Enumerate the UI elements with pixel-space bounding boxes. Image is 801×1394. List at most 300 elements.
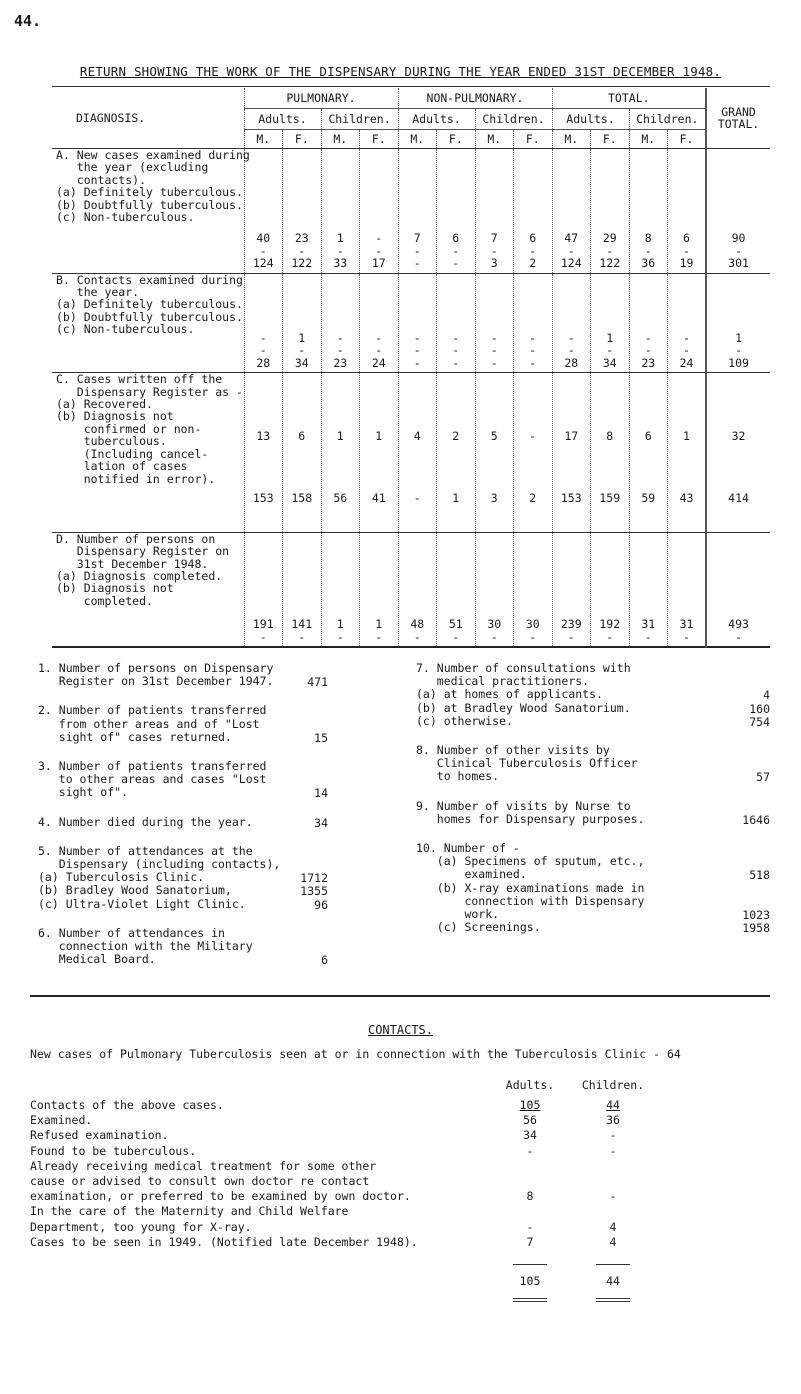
value-cell (629, 532, 668, 647)
value: - (735, 343, 743, 358)
section-label-line: D. Number of persons on (56, 531, 216, 546)
value: 1 (683, 428, 690, 443)
value: - (529, 629, 537, 644)
section-label-line: (c) Non-tuberculous. (56, 209, 195, 224)
dispensary-return-table (52, 88, 770, 648)
value: - (259, 243, 267, 258)
value: - (259, 331, 267, 346)
value-cell (360, 373, 399, 533)
stat-line: work. (416, 907, 500, 921)
section-label-line: (a) Definitely tuberculous. (56, 297, 243, 312)
value: - (336, 331, 344, 346)
section-label-line: Dispensary Register on (56, 544, 230, 559)
value-cell (552, 532, 591, 647)
value: 28 (256, 355, 271, 370)
section-label (52, 532, 244, 647)
value: - (490, 629, 498, 644)
value: 34 (294, 355, 309, 370)
value: 159 (599, 490, 621, 505)
sex-header: M. (244, 130, 283, 149)
value: 30 (487, 617, 502, 632)
stat-line: 2. Number of patients transferred (38, 703, 267, 718)
value: 7 (490, 231, 498, 246)
stat-line: (b) at Bradley Wood Sanatorium. (416, 700, 631, 715)
section-row (52, 373, 770, 533)
value-cell (398, 148, 437, 273)
section-divider (30, 995, 770, 997)
section-label-line: 31st December 1948. (56, 556, 209, 571)
stat-line: (c) Screenings. (416, 920, 541, 935)
section-label-line: Dispensary Register as - (56, 384, 243, 399)
contacts-children-value: 4 (609, 1219, 617, 1234)
value: 153 (252, 490, 274, 505)
value: 19 (679, 256, 694, 271)
value-cell (668, 273, 707, 373)
value: 17 (371, 256, 386, 271)
stat-value: 518 (749, 868, 770, 883)
value-cell (591, 532, 630, 647)
value: 141 (291, 617, 313, 632)
value: - (452, 256, 460, 271)
value: - (298, 629, 306, 644)
value: - (413, 243, 421, 258)
value: 6 (529, 231, 537, 246)
contacts-row-label: Already receiving medical treatment for some other (30, 1158, 377, 1173)
value: - (490, 343, 498, 358)
sex-header: F. (514, 130, 553, 149)
value-cell (244, 373, 283, 533)
stat-line: sight of" cases returned. (38, 729, 232, 744)
value: - (375, 331, 383, 346)
sex-header: F. (283, 130, 322, 149)
value-cell (668, 373, 707, 533)
stat-value: 1958 (742, 921, 770, 936)
value-cell (629, 273, 668, 373)
value-cell (629, 373, 668, 533)
stat-line: (c) otherwise. (416, 713, 513, 728)
value: - (413, 355, 421, 370)
value: 4 (413, 428, 421, 443)
section-row (52, 148, 770, 273)
stat-line: 1. Number of persons on Dispensary (38, 661, 274, 675)
value: - (606, 243, 614, 258)
value: 6 (683, 231, 690, 246)
value-cell (475, 373, 514, 533)
value: - (375, 243, 383, 258)
sex-header: M. (552, 130, 591, 149)
group-header: TOTAL. (552, 88, 706, 109)
value: - (375, 231, 383, 246)
stat-line: examined. (416, 867, 527, 882)
value: 301 (728, 256, 749, 271)
section-label-line: confirmed or non- (56, 421, 202, 436)
sex-header: M. (629, 130, 668, 149)
double-sum-rule (596, 1298, 630, 1299)
value: - (375, 343, 383, 358)
contacts-row-label: Refused examination. (30, 1128, 169, 1143)
contacts-row-label: In the care of the Maternity and Child Welfare (30, 1204, 349, 1219)
value-cell (668, 148, 707, 273)
value: - (567, 331, 575, 346)
value-cell (321, 273, 360, 373)
value: 31 (679, 617, 694, 632)
value: - (567, 243, 575, 258)
value: 31 (641, 617, 656, 632)
grand-total-header: GRAND TOTAL. (706, 88, 770, 148)
value: - (413, 629, 421, 644)
stat-value: 96 (314, 897, 328, 912)
stat-value: 1646 (742, 812, 770, 827)
stat-line: (c) Ultra-Violet Light Clinic. (38, 896, 246, 911)
section-label (52, 373, 244, 533)
value-cell (437, 532, 476, 647)
value: 153 (560, 490, 582, 505)
grand-total-cell (706, 373, 770, 533)
value: 2 (529, 490, 537, 505)
value: 51 (448, 617, 463, 632)
value: 191 (252, 617, 274, 632)
section-label-line: tuberculous. (56, 434, 167, 449)
sex-header: M. (321, 130, 360, 149)
value-cell (668, 532, 707, 647)
value-cell (283, 373, 322, 533)
stat-line: (b) X-ray examinations made in (416, 880, 645, 895)
stat-line: from other areas and of "Lost (38, 716, 260, 731)
page-number: 44. (14, 12, 42, 30)
value: 122 (291, 256, 313, 271)
contacts-adults-value: - (526, 1219, 534, 1234)
value-cell (514, 532, 553, 647)
subgroup-header: Children. (475, 109, 552, 130)
section-label-line: lation of cases (56, 459, 188, 474)
sex-header: M. (475, 130, 514, 149)
contacts-row-label: Cases to be seen in 1949. (Notified late December 1948). (30, 1234, 418, 1249)
contacts-children-header: Children. (581, 1078, 645, 1092)
section-label-line: (a) Diagnosis completed. (56, 569, 223, 584)
value: - (529, 428, 537, 443)
section-row (52, 532, 770, 647)
value: 239 (560, 617, 582, 632)
value-cell (629, 148, 668, 273)
subgroup-header: Children. (321, 109, 398, 130)
contacts-row-label: Department, too young for X-ray. (30, 1219, 252, 1234)
stat-value: 471 (307, 675, 328, 690)
value-cell (244, 532, 283, 647)
stat-line: 9. Number of visits by Nurse to (416, 798, 631, 813)
section-label-line: (Including cancel- (56, 446, 209, 461)
value: - (644, 243, 652, 258)
stat-value: 754 (749, 714, 770, 729)
value: - (735, 243, 743, 258)
value: 122 (599, 256, 621, 271)
section-label-line: B. Contacts examined during (56, 272, 243, 287)
value: 32 (731, 428, 746, 443)
value-cell (360, 273, 399, 373)
group-header: NON-PULMONARY. (398, 88, 552, 109)
value: 1 (298, 331, 306, 346)
subgroup-header: Adults. (244, 109, 321, 130)
value: - (452, 331, 460, 346)
value-cell (283, 273, 322, 373)
stat-value: 4 (763, 688, 770, 703)
value: 30 (525, 617, 540, 632)
section-label-line: A. New cases examined during (56, 147, 250, 162)
value: 23 (294, 231, 309, 246)
double-sum-rule (513, 1301, 547, 1302)
sex-header: F. (437, 130, 476, 149)
section-label (52, 147, 250, 273)
stat-line: to other areas and cases "Lost (38, 772, 267, 787)
value-cell (591, 148, 630, 273)
value: 1 (606, 331, 614, 346)
value: 2 (452, 428, 460, 443)
value-cell (514, 148, 553, 273)
value: - (452, 355, 460, 370)
value-cell (244, 273, 283, 373)
stat-value: 14 (314, 786, 328, 801)
contacts-children-value: - (609, 1143, 617, 1158)
stat-value: 6 (321, 953, 328, 968)
value: 6 (452, 231, 460, 246)
stat-line: Dispensary (including contacts), (38, 857, 281, 871)
value: - (452, 243, 460, 258)
value-cell (398, 373, 437, 533)
stat-line: Clinical Tuberculosis Officer (416, 756, 638, 771)
value: 28 (564, 355, 579, 370)
header-row-groups (52, 88, 770, 109)
value: 414 (728, 490, 749, 505)
section-label-line: (a) Recovered. (56, 397, 153, 412)
contacts-children-value: 36 (606, 1113, 620, 1128)
value: 43 (679, 490, 694, 505)
section-label-line: the year. (56, 284, 140, 299)
value: 493 (728, 617, 749, 632)
contacts-title: CONTACTS. (367, 1023, 434, 1037)
stat-line: 4. Number died during the year. (38, 814, 253, 829)
section-label-line: (b) Diagnosis not (56, 581, 174, 596)
value: 6 (644, 428, 652, 443)
double-sum-rule (513, 1298, 547, 1299)
value: 41 (371, 490, 386, 505)
value: - (529, 355, 537, 370)
grand-total-cell (706, 148, 770, 273)
stat-value: 160 (749, 701, 770, 716)
value: 1 (375, 428, 383, 443)
contacts-intro: New cases of Pulmonary Tuberculosis seen at or in connection with the Tuberculosis Clinic - 64 (30, 1047, 681, 1061)
value: - (529, 343, 537, 358)
value-cell (475, 273, 514, 373)
contacts-total: 105 (519, 1274, 541, 1288)
value: - (606, 343, 614, 358)
value: - (259, 629, 267, 644)
value: 8 (644, 231, 652, 246)
sex-header: M. (398, 130, 437, 149)
stat-line: Register on 31st December 1947. (38, 674, 274, 689)
value: - (259, 343, 267, 358)
value: - (490, 355, 498, 370)
grand-total-cell (706, 532, 770, 647)
stat-value: 57 (756, 770, 770, 785)
value: - (490, 243, 498, 258)
value: 192 (599, 617, 621, 632)
stat-line: to homes. (416, 769, 500, 784)
contacts-row-label: Contacts of the above cases. (30, 1098, 224, 1112)
group-header: PULMONARY. (244, 88, 398, 109)
value-cell (244, 148, 283, 273)
sex-header: F. (591, 130, 630, 149)
value-cell (321, 148, 360, 273)
stat-line: (a) at homes of applicants. (416, 687, 603, 702)
stat-line: 7. Number of consultations with (416, 661, 631, 675)
value: 36 (641, 256, 656, 271)
stat-line: (a) Tuberculosis Clinic. (38, 870, 205, 885)
stat-line: connection with the Military (38, 939, 253, 953)
value-cell (514, 273, 553, 373)
sum-rule (513, 1264, 547, 1265)
value: - (683, 343, 690, 358)
value-cell (437, 373, 476, 533)
value-cell (283, 148, 322, 273)
value: 3 (490, 256, 498, 271)
value-cell (591, 373, 630, 533)
stat-line: connection with Dispensary (416, 893, 645, 908)
value: - (644, 343, 652, 358)
contacts-total: 44 (606, 1274, 620, 1288)
contacts-adults-value: 34 (523, 1128, 537, 1143)
value: - (298, 243, 306, 258)
value: 17 (564, 428, 579, 443)
value: 90 (731, 231, 746, 246)
value: 56 (333, 490, 348, 505)
page-title: RETURN SHOWING THE WORK OF THE DISPENSARY DURING THE YEAR ENDED 31ST DECEMBER 1948. (79, 64, 722, 79)
value: - (413, 490, 421, 505)
contacts-children-value: 4 (609, 1234, 617, 1249)
value: 40 (256, 231, 271, 246)
contacts-adults-value: 7 (526, 1234, 534, 1249)
section-label-line: (c) Non-tuberculous. (56, 322, 195, 337)
value: - (683, 629, 690, 644)
stat-line: 6. Number of attendances in (38, 925, 225, 940)
value: - (644, 629, 652, 644)
value: - (452, 629, 460, 644)
value-cell (514, 373, 553, 533)
section-label (52, 273, 244, 373)
value: 8 (606, 428, 614, 443)
contacts-adults-value: 105 (519, 1098, 541, 1112)
value: - (567, 343, 575, 358)
value: - (644, 331, 652, 346)
stat-line: (b) Bradley Wood Sanatorium, (38, 883, 232, 898)
contacts-adults-value: 8 (526, 1189, 534, 1204)
section-label-line: (b) Diagnosis not (56, 409, 174, 424)
contacts-children-value: - (609, 1189, 617, 1204)
value: - (735, 629, 743, 644)
section-label-line: (b) Doubtfully tuberculous. (56, 197, 243, 212)
contacts-row-label: examination, or preferred to be examined by own doctor. (30, 1189, 411, 1204)
value: 109 (728, 355, 749, 370)
value-cell (475, 148, 514, 273)
subgroup-header: Adults. (552, 109, 629, 130)
value: - (529, 243, 537, 258)
value-cell (437, 273, 476, 373)
value: 1 (452, 490, 460, 505)
value-cell (360, 148, 399, 273)
value: 158 (291, 490, 313, 505)
value: - (529, 331, 537, 346)
contacts-row-label: Found to be tuberculous. (30, 1143, 197, 1158)
stat-line: medical practitioners. (416, 674, 590, 689)
value: 47 (564, 231, 579, 246)
value: 1 (735, 331, 743, 346)
value: - (336, 343, 344, 358)
contacts-children-value: - (609, 1128, 617, 1143)
stat-value: 34 (314, 815, 328, 830)
value: - (413, 256, 421, 271)
sum-rule (596, 1264, 630, 1265)
value: - (567, 629, 575, 644)
value-cell (552, 273, 591, 373)
value: 24 (371, 355, 386, 370)
value: - (490, 331, 498, 346)
value: - (413, 343, 421, 358)
value: 124 (560, 256, 582, 271)
value: 34 (602, 355, 617, 370)
contacts-adults-value: - (526, 1143, 534, 1158)
value: - (452, 343, 460, 358)
section-label-line: contacts). (56, 172, 147, 187)
value: - (375, 629, 383, 644)
contacts-adults-value: 56 (523, 1113, 537, 1128)
value: 6 (298, 428, 306, 443)
subgroup-header: Adults. (398, 109, 475, 130)
value: - (336, 629, 344, 644)
value: 7 (413, 231, 421, 246)
section-label-line: completed. (56, 593, 153, 608)
value: 1 (375, 617, 383, 632)
stat-line: (a) Specimens of sputum, etc., (416, 854, 645, 869)
section-label-line: C. Cases written off the (56, 372, 223, 387)
table-top-rule (52, 86, 770, 87)
section-label-line: (b) Doubtfully tuberculous. (56, 309, 243, 324)
value-cell (283, 532, 322, 647)
value: - (606, 629, 614, 644)
stat-value: 1355 (300, 884, 328, 899)
stat-line: sight of". (38, 785, 129, 800)
contacts-children-value: 44 (606, 1098, 620, 1112)
value-cell (591, 273, 630, 373)
value-cell (398, 532, 437, 647)
value: 2 (529, 256, 537, 271)
section-label-line: notified in error). (56, 471, 216, 486)
value-cell (475, 532, 514, 647)
value: 48 (410, 617, 425, 632)
value: 13 (256, 428, 271, 443)
grand-total-cell (706, 273, 770, 373)
value-cell (321, 373, 360, 533)
value: 23 (641, 355, 656, 370)
value: - (298, 343, 306, 358)
sex-header: F. (360, 130, 399, 149)
stat-line: Medical Board. (38, 952, 156, 967)
value: 33 (333, 256, 348, 271)
section-row (52, 273, 770, 373)
double-sum-rule (596, 1301, 630, 1302)
value: 24 (679, 355, 694, 370)
stat-line: 3. Number of patients transferred (38, 759, 267, 773)
diagnosis-header: DIAGNOSIS. (76, 110, 146, 125)
value: 3 (490, 490, 498, 505)
value: 1 (336, 617, 344, 632)
